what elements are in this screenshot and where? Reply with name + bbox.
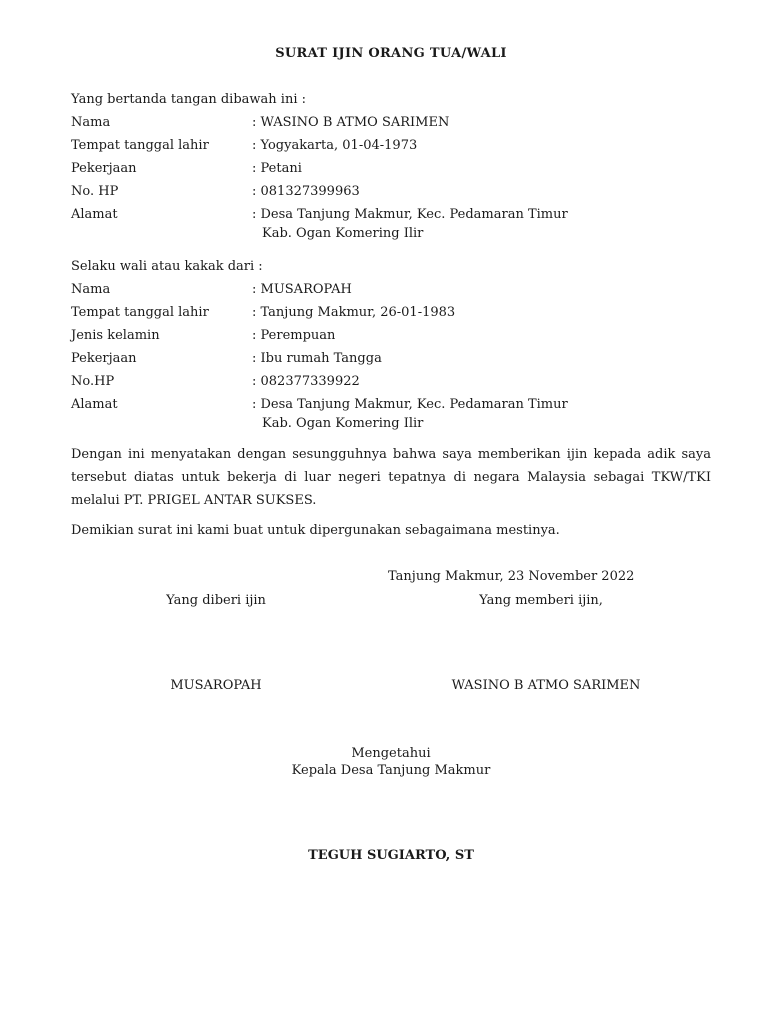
ward-address-label: Alamat <box>71 397 118 412</box>
ward-birth-value: : Tanjung Makmur, 26-01-1983 <box>252 305 456 320</box>
guardian-address-line2: Kab. Ogan Komering Ilir <box>262 226 424 241</box>
village-head-title: Kepala Desa Tanjung Makmur <box>291 763 491 778</box>
closing-paragraph: Demikian surat ini kami buat untuk dipergunakan sebagaimana mestinya. <box>71 523 560 538</box>
ward-job-label: Pekerjaan <box>71 351 137 366</box>
grantor-role: Yang memberi ijin, <box>479 593 603 608</box>
ward-phone-label: No.HP <box>71 374 115 389</box>
ward-birth-label: Tempat tanggal lahir <box>71 305 209 320</box>
ward-gender-value: : Perempuan <box>252 328 336 343</box>
village-head-name: TEGUH SUGIARTO, ST <box>308 848 474 863</box>
recipient-name: MUSAROPAH <box>170 678 262 693</box>
guardian-address-label: Alamat <box>71 207 118 222</box>
guardian-name-label: Nama <box>71 115 111 130</box>
ward-address-line1: : Desa Tanjung Makmur, Kec. Pedamaran Timur <box>252 397 568 412</box>
guardian-phone-label: No. HP <box>71 184 119 199</box>
guardian-job-label: Pekerjaan <box>71 161 137 176</box>
place-date: Tanjung Makmur, 23 November 2022 <box>388 569 635 584</box>
guardian-phone-value: : 081327399963 <box>252 184 360 199</box>
letter-title: SURAT IJIN ORANG TUA/WALI <box>275 46 507 61</box>
ward-name-label: Nama <box>71 282 111 297</box>
ward-gender-label: Jenis kelamin <box>71 328 160 343</box>
recipient-role: Yang diberi ijin <box>166 593 266 608</box>
guardian-birth-value: : Yogyakarta, 01-04-1973 <box>252 138 418 153</box>
guardian-name-value: : WASINO B ATMO SARIMEN <box>252 115 450 130</box>
guardian-birth-label: Tempat tanggal lahir <box>71 138 209 153</box>
relation-intro: Selaku wali atau kakak dari : <box>71 259 263 274</box>
ward-job-value: : Ibu rumah Tangga <box>252 351 382 366</box>
ward-phone-value: : 082377339922 <box>252 374 360 389</box>
ward-name-value: : MUSAROPAH <box>252 282 352 297</box>
guardian-job-value: : Petani <box>252 161 302 176</box>
grantor-name: WASINO B ATMO SARIMEN <box>451 678 641 693</box>
ward-address-line2: Kab. Ogan Komering Ilir <box>262 416 424 431</box>
intro-text: Yang bertanda tangan dibawah ini : <box>71 92 306 107</box>
acknowledgement-heading: Mengetahui <box>351 746 431 761</box>
guardian-address-line1: : Desa Tanjung Makmur, Kec. Pedamaran Timur <box>252 207 568 222</box>
statement-paragraph: Dengan ini menyatakan dengan sesungguhnya bahwa saya memberikan ijin kepada adik saya tersebut diatas untuk bekerja di luar negeri tepatnya di negara Malaysia sebagai TKW/TKI melalui PT. PRIGEL ANTAR SUKSES. <box>71 447 711 508</box>
